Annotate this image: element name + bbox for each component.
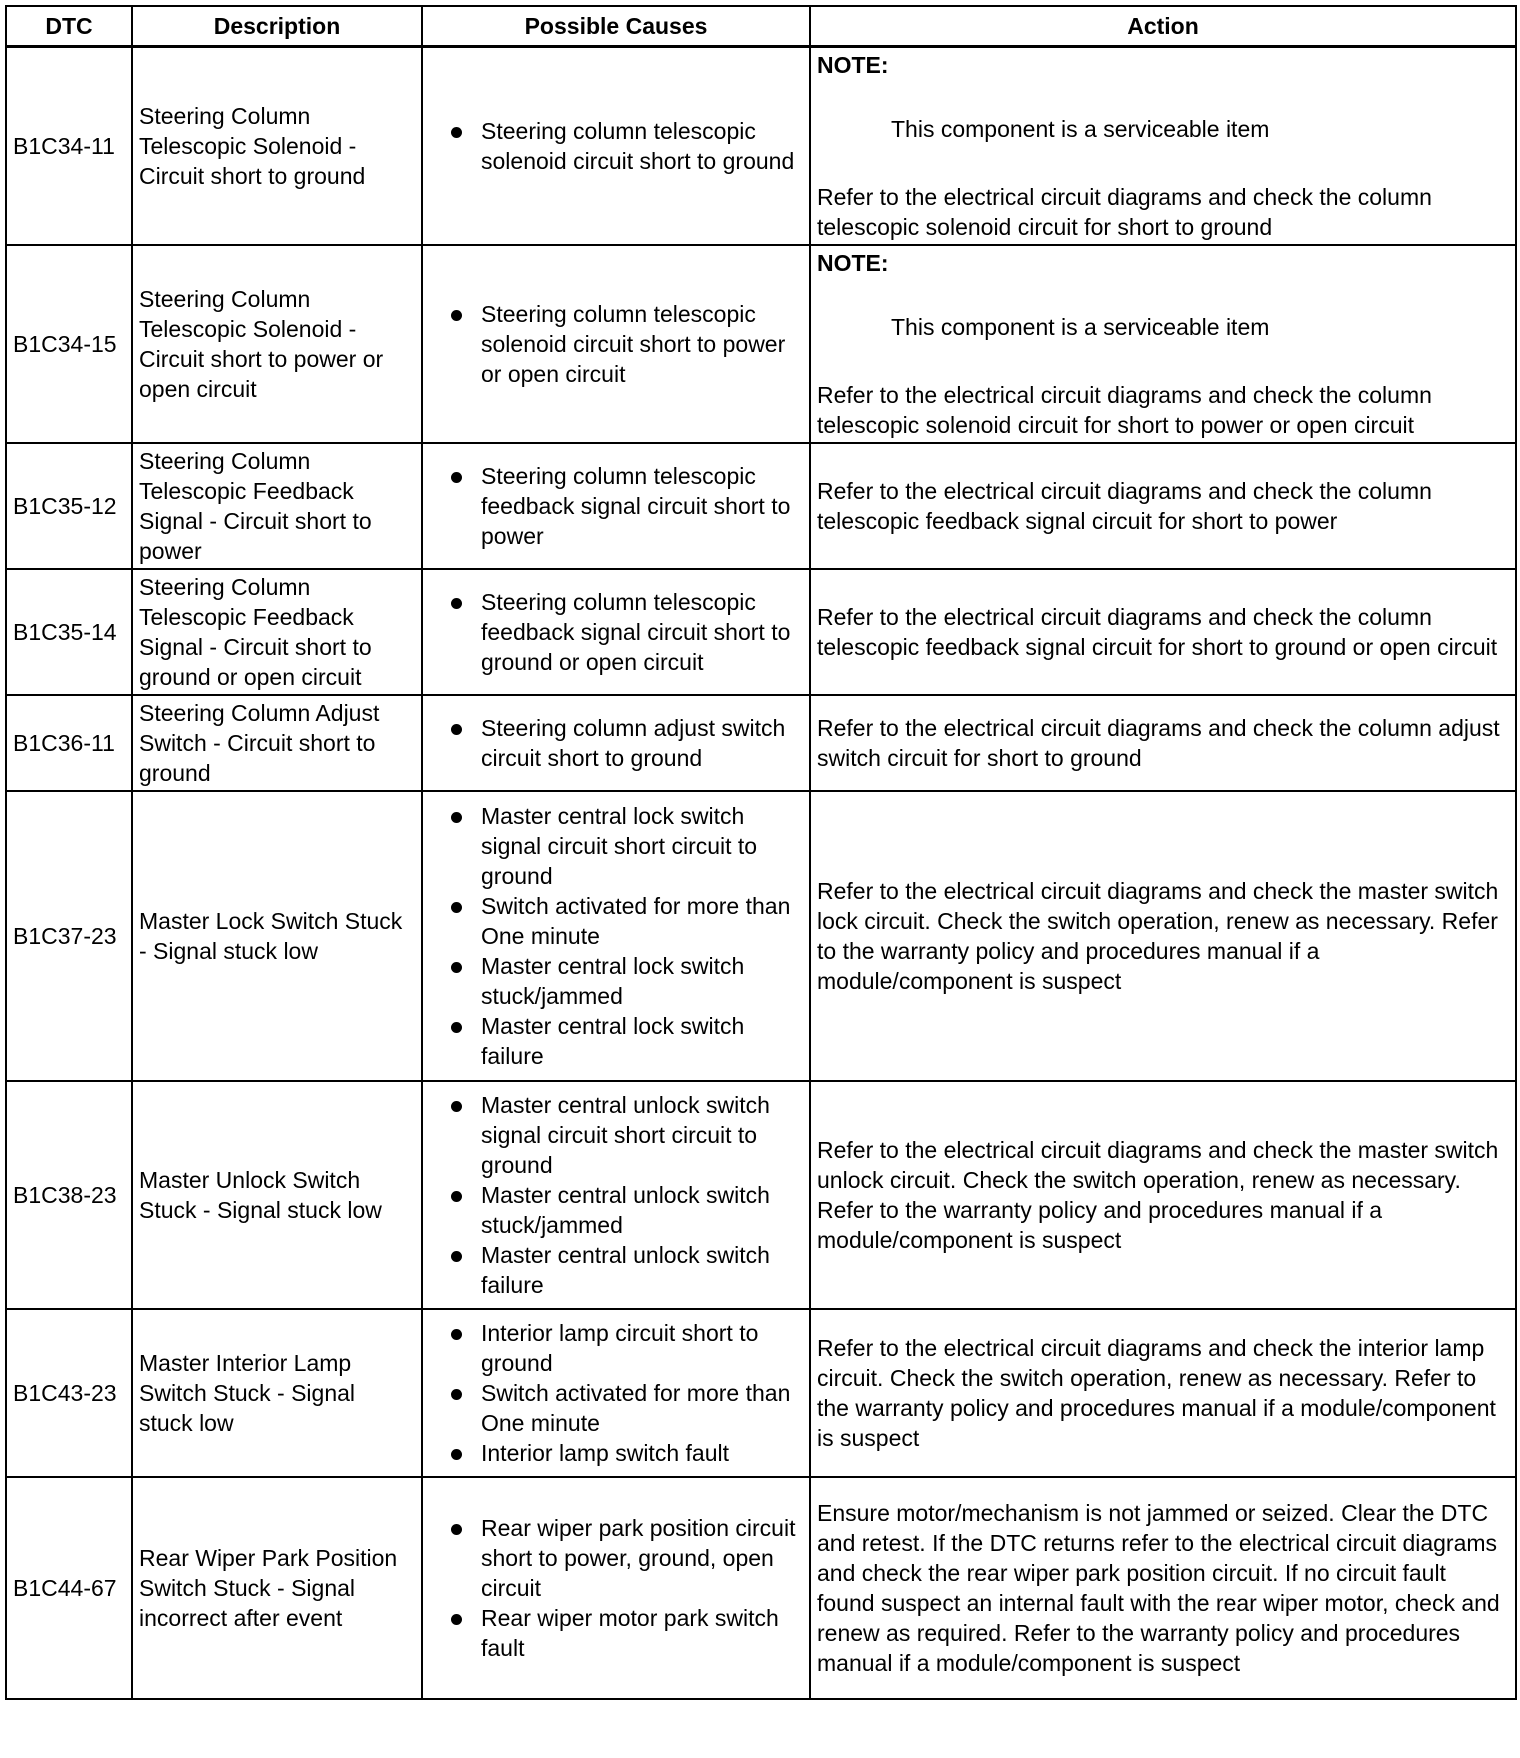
action-cell <box>810 1309 1516 1477</box>
cause-item: Rear wiper park position circuit short to power, ground, open circuit <box>481 1513 803 1603</box>
header-row <box>6 6 1516 47</box>
note-label: NOTE: <box>817 52 889 78</box>
causes-list <box>429 713 803 773</box>
possible-causes <box>422 443 810 569</box>
table-row <box>6 1477 1516 1699</box>
action-text: Refer to the electrical circuit diagrams and check the column telescopic solenoid circuit for short to power or open circuit <box>817 382 1432 438</box>
possible-causes <box>422 1081 810 1309</box>
table-row <box>6 47 1516 246</box>
note-text: This component is a serviceable item <box>891 314 1270 340</box>
causes-list <box>429 587 803 677</box>
causes-list <box>429 1318 803 1468</box>
possible-causes <box>422 1477 810 1699</box>
table-row <box>6 1309 1516 1477</box>
dtc-code: B1C34-15 <box>6 245 132 443</box>
action-text: Refer to the electrical circuit diagrams and check the master switch unlock circuit. Check the switch operation, renew as necessary. Refer to the warranty policy and procedures manual if a module/component is suspect <box>817 1137 1499 1253</box>
possible-causes <box>422 695 810 791</box>
dtc-table <box>5 5 1517 1700</box>
cause-item: Master central lock switch failure <box>481 1011 803 1071</box>
cause-item: Master central lock switch signal circuit short circuit to ground <box>481 801 803 891</box>
dtc-description: Steering Column Telescopic Solenoid - Circuit short to ground <box>132 47 422 246</box>
action-cell <box>810 569 1516 695</box>
action-text: Refer to the electrical circuit diagrams and check the column telescopic feedback signal circuit for short to power <box>817 478 1432 534</box>
possible-causes <box>422 569 810 695</box>
cause-item: Master central unlock switch signal circuit short circuit to ground <box>481 1090 803 1180</box>
header-dtc: DTC <box>6 6 132 47</box>
table-header <box>6 6 1516 47</box>
table-row <box>6 443 1516 569</box>
header-action: Action <box>810 6 1516 47</box>
dtc-description: Steering Column Adjust Switch - Circuit short to ground <box>132 695 422 791</box>
dtc-code: B1C34-11 <box>6 47 132 246</box>
cause-item: Master central unlock switch stuck/jammed <box>481 1180 803 1240</box>
action-text: Refer to the electrical circuit diagrams and check the column adjust switch circuit for short to ground <box>817 715 1500 771</box>
action-text: Refer to the electrical circuit diagrams and check the interior lamp circuit. Check the switch operation, renew as necessary. Refer to the warranty policy and procedures manual if a module/component is suspect <box>817 1335 1496 1451</box>
dtc-code: B1C37-23 <box>6 791 132 1081</box>
dtc-description: Master Lock Switch Stuck - Signal stuck low <box>132 791 422 1081</box>
action-cell <box>810 47 1516 246</box>
note-text: This component is a serviceable item <box>891 116 1270 142</box>
action-text: Refer to the electrical circuit diagrams and check the master switch lock circuit. Check the switch operation, renew as necessary. Refer to the warranty policy and procedures manual if a module/component is suspect <box>817 878 1499 994</box>
dtc-description: Steering Column Telescopic Solenoid - Circuit short to power or open circuit <box>132 245 422 443</box>
cause-item: Steering column adjust switch circuit short to ground <box>481 713 803 773</box>
action-cell <box>810 695 1516 791</box>
dtc-description: Master Unlock Switch Stuck - Signal stuck low <box>132 1081 422 1309</box>
header-description: Description <box>132 6 422 47</box>
causes-list <box>429 299 803 389</box>
dtc-description: Steering Column Telescopic Feedback Signal - Circuit short to ground or open circuit <box>132 569 422 695</box>
cause-item: Interior lamp switch fault <box>481 1438 803 1468</box>
causes-list <box>429 461 803 551</box>
cause-item: Rear wiper motor park switch fault <box>481 1603 803 1663</box>
causes-list <box>429 801 803 1071</box>
causes-list <box>429 1513 803 1663</box>
action-cell <box>810 1081 1516 1309</box>
table-row <box>6 245 1516 443</box>
cause-item: Interior lamp circuit short to ground <box>481 1318 803 1378</box>
dtc-description: Rear Wiper Park Position Switch Stuck - Signal incorrect after event <box>132 1477 422 1699</box>
cause-item: Steering column telescopic feedback signal circuit short to power <box>481 461 803 551</box>
cause-item: Steering column telescopic feedback signal circuit short to ground or open circuit <box>481 587 803 677</box>
dtc-code: B1C35-14 <box>6 569 132 695</box>
table-row <box>6 569 1516 695</box>
cause-item: Steering column telescopic solenoid circuit short to ground <box>481 116 803 176</box>
table-body <box>6 47 1516 1700</box>
action-cell <box>810 1477 1516 1699</box>
dtc-code: B1C38-23 <box>6 1081 132 1309</box>
dtc-code: B1C36-11 <box>6 695 132 791</box>
dtc-description: Master Interior Lamp Switch Stuck - Signal stuck low <box>132 1309 422 1477</box>
table-row <box>6 791 1516 1081</box>
possible-causes <box>422 245 810 443</box>
table-row <box>6 1081 1516 1309</box>
cause-item: Master central lock switch stuck/jammed <box>481 951 803 1011</box>
table-row <box>6 695 1516 791</box>
note-label: NOTE: <box>817 250 889 276</box>
possible-causes <box>422 47 810 246</box>
action-cell <box>810 443 1516 569</box>
cause-item: Switch activated for more than One minute <box>481 1378 803 1438</box>
dtc-code: B1C43-23 <box>6 1309 132 1477</box>
dtc-description: Steering Column Telescopic Feedback Signal - Circuit short to power <box>132 443 422 569</box>
action-text: Refer to the electrical circuit diagrams and check the column telescopic solenoid circuit for short to ground <box>817 184 1432 240</box>
dtc-code: B1C35-12 <box>6 443 132 569</box>
header-possible-causes: Possible Causes <box>422 6 810 47</box>
possible-causes <box>422 791 810 1081</box>
dtc-code: B1C44-67 <box>6 1477 132 1699</box>
possible-causes <box>422 1309 810 1477</box>
action-cell <box>810 245 1516 443</box>
cause-item: Steering column telescopic solenoid circuit short to power or open circuit <box>481 299 803 389</box>
causes-list <box>429 116 803 176</box>
causes-list <box>429 1090 803 1300</box>
action-text: Ensure motor/mechanism is not jammed or seized. Clear the DTC and retest. If the DTC returns refer to the electrical circuit diagrams and check the rear wiper park position circuit. If no circuit fault found suspect an internal fault with the rear wiper motor, check and renew as required. Refer to the warranty policy and procedures manual if a module/component is suspect <box>817 1500 1500 1676</box>
action-text: Refer to the electrical circuit diagrams and check the column telescopic feedback signal circuit for short to ground or open circuit <box>817 604 1498 660</box>
action-cell <box>810 791 1516 1081</box>
cause-item: Master central unlock switch failure <box>481 1240 803 1300</box>
cause-item: Switch activated for more than One minute <box>481 891 803 951</box>
